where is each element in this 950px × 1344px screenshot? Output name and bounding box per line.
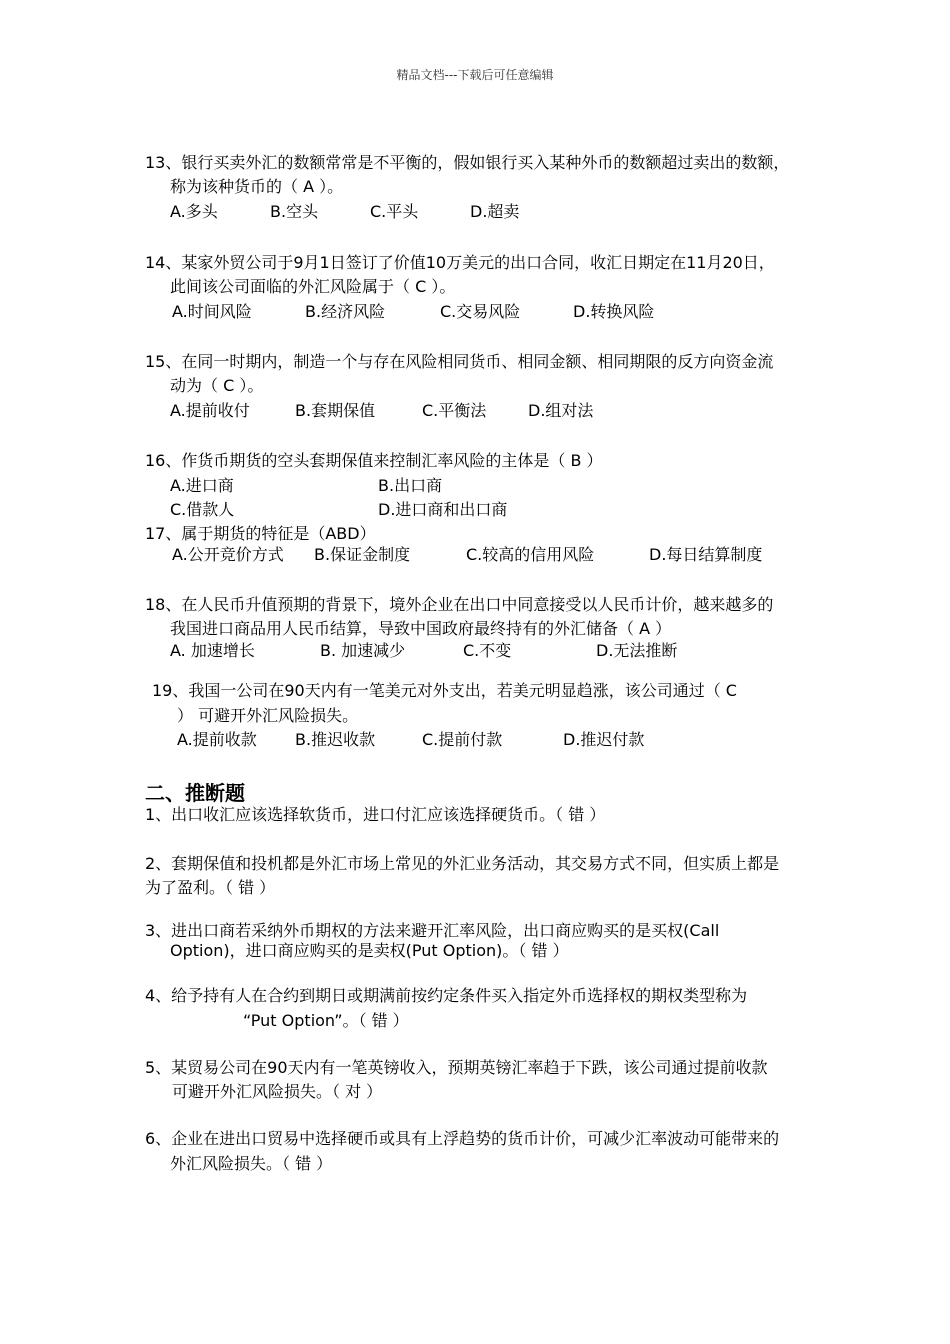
question-18-option-d: D.无法推断: [596, 641, 678, 660]
tf-question-6-line-1: 6、企业在进出口贸易中选择硬币或具有上浮趋势的货币计价，可减少汇率波动可能带来的: [145, 1129, 780, 1148]
question-19-line-1: 19、我国一公司在90天内有一笔美元对外支出，若美元明显趋涨，该公司通过（ C: [152, 681, 737, 700]
tf-question-2-line-2: 为了盈利。（ 错 ）: [145, 878, 276, 897]
question-17-option-a: A.公开竞价方式: [172, 545, 284, 564]
question-16-option-b: B.出口商: [378, 476, 443, 495]
question-14-line-1: 14、某家外贸公司于9月1日签订了价值10万美元的出口合同，收汇日期定在11月20日，: [145, 253, 775, 272]
question-17-option-d: D.每日结算制度: [649, 545, 763, 564]
question-15-option-b: B.套期保值: [295, 401, 376, 420]
question-15-line-2: 动为（ C ）。: [170, 376, 264, 395]
page-header: 精品文档---下载后可任意编辑: [396, 68, 554, 82]
question-18-option-a: A. 加速增长: [170, 641, 255, 660]
question-13-option-d: D.超卖: [470, 202, 520, 221]
question-19-option-b: B.推迟收款: [295, 730, 376, 749]
question-16-option-a: A.进口商: [170, 476, 234, 495]
question-13-option-b: B.空头: [270, 202, 319, 221]
tf-question-6-line-2: 外汇风险损失。（ 错 ）: [170, 1154, 333, 1173]
question-14-line-2: 此间该公司面临的外汇风险属于（ C ）。: [170, 277, 456, 296]
tf-question-1: 1、出口收汇应该选择软货币，进口付汇应该选择硬货币。（ 错 ）: [145, 805, 606, 824]
question-14-option-c: C.交易风险: [440, 302, 521, 321]
question-13-option-c: C.平头: [370, 202, 419, 221]
question-19-option-a: A.提前收款: [177, 730, 257, 749]
question-15-option-c: C.平衡法: [422, 401, 487, 420]
tf-question-4-line-1: 4、给予持有人在合约到期日或期满前按约定条件买入指定外币选择权的期权类型称为: [145, 986, 748, 1005]
question-18-line-1: 18、在人民币升值预期的背景下，境外企业在出口中同意接受以人民币计价，越来越多的: [145, 595, 774, 614]
question-18-line-2: 我国进口商品用人民币结算，导致中国政府最终持有的外汇储备（ A ）: [170, 619, 672, 638]
question-15-option-d: D.组对法: [528, 401, 594, 420]
question-15-option-a: A.提前收付: [170, 401, 250, 420]
question-19-option-d: D.推迟付款: [563, 730, 645, 749]
tf-question-4-line-2: “Put Option”。（ 错 ）: [243, 1011, 409, 1030]
tf-question-3-line-2: Option)，进口商应购买的是卖权(Put Option)。（ 错 ）: [170, 941, 569, 960]
tf-question-2-line-1: 2、套期保值和投机都是外汇市场上常见的外汇业务活动，其交易方式不同，但实质上都是: [145, 854, 780, 873]
question-19-line-2: ） 可避开外汇风险损失。: [177, 706, 359, 725]
question-17-option-c: C.较高的信用风险: [466, 545, 595, 564]
question-13-option-a: A.多头: [170, 202, 218, 221]
question-16-line-1: 16、作货币期货的空头套期保值来控制汇率风险的主体是（ B ）: [145, 451, 603, 470]
section-2-title: 二、推断题: [145, 781, 245, 805]
question-17-option-b: B.保证金制度: [314, 545, 411, 564]
question-16-option-d: D.进口商和出口商: [378, 500, 508, 519]
tf-question-5-line-1: 5、某贸易公司在90天内有一笔英镑收入，预期英镑汇率趋于下跌，该公司通过提前收款: [145, 1058, 768, 1077]
question-18-option-b: B. 加速减少: [320, 641, 406, 660]
question-14-option-b: B.经济风险: [305, 302, 386, 321]
question-14-option-d: D.转换风险: [573, 302, 655, 321]
question-18-option-c: C.不变: [463, 641, 512, 660]
question-14-option-a: A.时间风险: [172, 302, 252, 321]
tf-question-3-line-1: 3、进出口商若采纳外币期权的方法来避开汇率风险，出口商应购买的是买权(Call: [145, 921, 720, 940]
question-13-line-2: 称为该种货币的（ A ）。: [170, 177, 344, 196]
question-16-option-c: C.借款人: [170, 500, 235, 519]
tf-question-5-line-2: 可避开外汇风险损失。（ 对 ）: [172, 1082, 383, 1101]
question-17-line-1: 17、属于期货的特征是（ABD）: [145, 524, 376, 543]
question-19-option-c: C.提前付款: [422, 730, 503, 749]
question-15-line-1: 15、在同一时期内，制造一个与存在风险相同货币、相同金额、相同期限的反方向资金流: [145, 352, 774, 371]
question-13-line-1: 13、银行买卖外汇的数额常常是不平衡的，假如银行买入某种外币的数额超过卖出的数额，: [145, 153, 790, 172]
